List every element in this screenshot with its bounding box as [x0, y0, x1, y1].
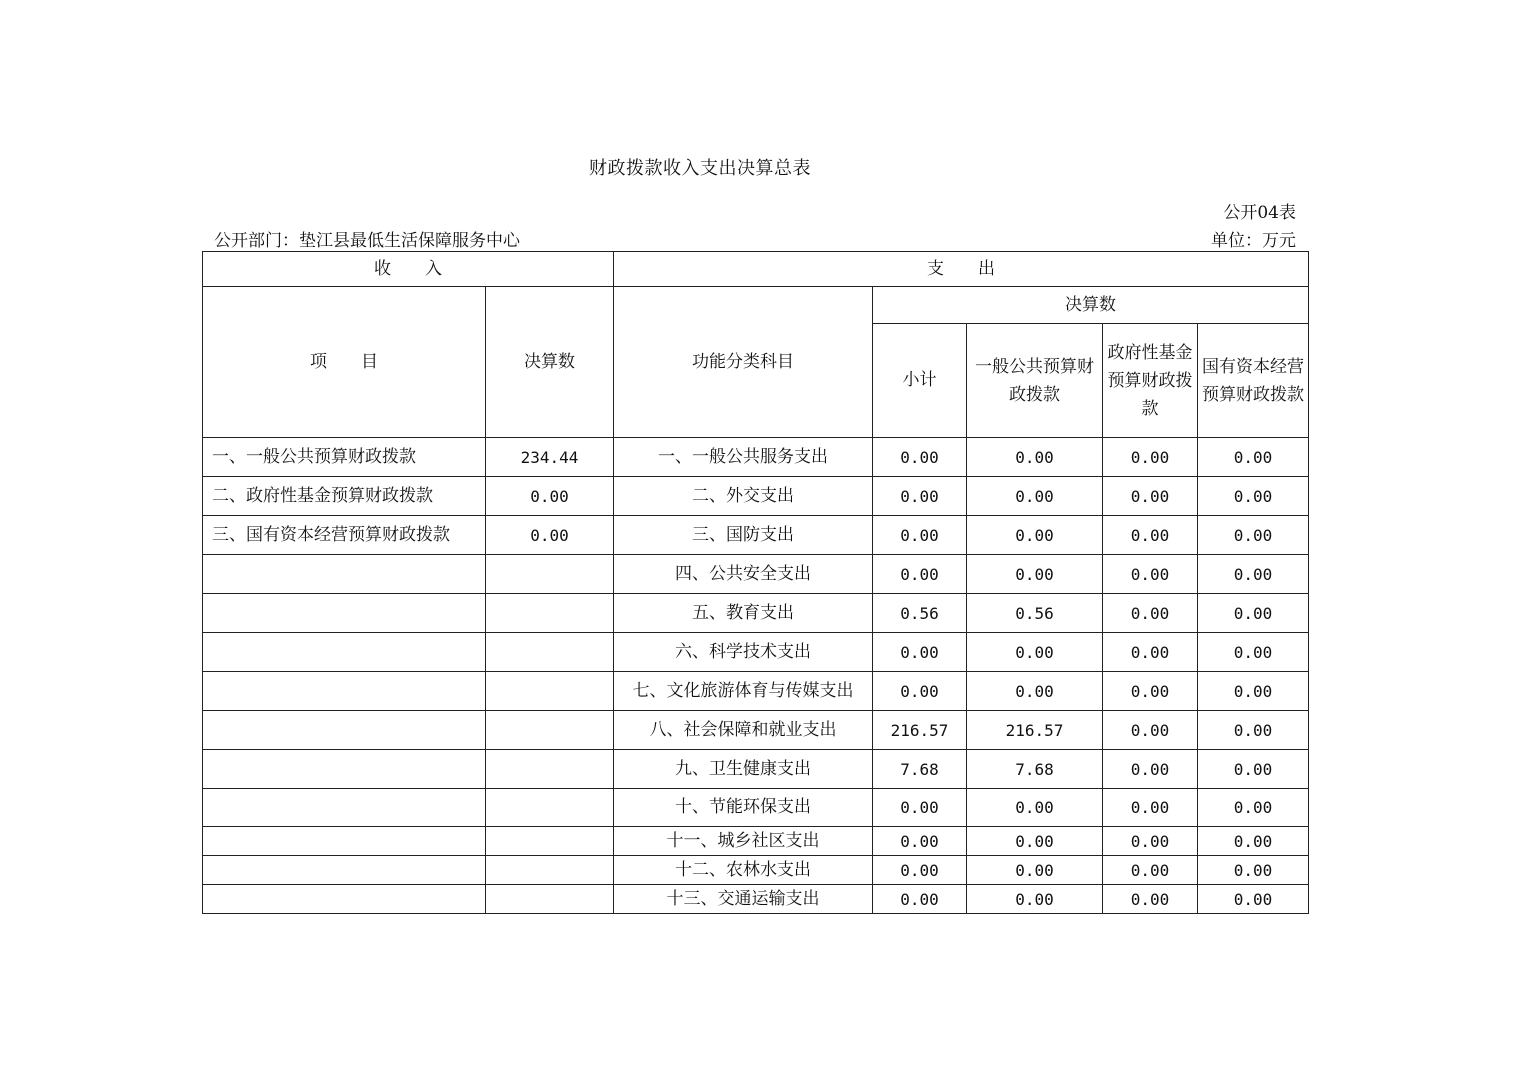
financial-summary-table	[202, 251, 1309, 914]
subtotal-header: 小计	[873, 324, 967, 438]
income-item-cell	[203, 789, 486, 827]
income-item-cell: 一、一般公共预算财政拨款	[203, 438, 486, 477]
state-capital-header: 国有资本经营预算财政拨款	[1198, 324, 1309, 438]
function-category-cell: 一、一般公共服务支出	[614, 438, 873, 477]
table-row	[203, 856, 1309, 885]
function-category-cell: 八、社会保障和就业支出	[614, 711, 873, 750]
income-item-cell	[203, 885, 486, 914]
income-amount-cell	[486, 827, 614, 856]
item-header: 项 目	[203, 287, 486, 438]
income-item-cell	[203, 711, 486, 750]
subtotal-cell: 0.00	[873, 789, 967, 827]
document-title: 财政拨款收入支出决算总表	[589, 158, 811, 179]
general-budget-cell: 0.00	[967, 856, 1103, 885]
gov-fund-cell: 0.00	[1103, 789, 1198, 827]
function-category-cell: 十一、城乡社区支出	[614, 827, 873, 856]
table-row	[203, 633, 1309, 672]
gov-fund-cell: 0.00	[1103, 856, 1198, 885]
unit-label: 单位：万元	[1211, 231, 1296, 251]
function-category-cell: 九、卫生健康支出	[614, 750, 873, 789]
general-budget-cell: 0.56	[967, 594, 1103, 633]
header-row-1	[203, 252, 1309, 287]
gov-fund-cell: 0.00	[1103, 885, 1198, 914]
table-row	[203, 827, 1309, 856]
table-row	[203, 750, 1309, 789]
general-budget-header: 一般公共预算财政拨款	[967, 324, 1103, 438]
income-amount-cell	[486, 885, 614, 914]
subtotal-cell: 0.00	[873, 672, 967, 711]
income-item-cell	[203, 633, 486, 672]
state-capital-cell: 0.00	[1198, 516, 1309, 555]
gov-fund-cell: 0.00	[1103, 672, 1198, 711]
subtotal-cell: 0.00	[873, 885, 967, 914]
table-row	[203, 516, 1309, 555]
gov-fund-cell: 0.00	[1103, 438, 1198, 477]
function-category-cell: 五、教育支出	[614, 594, 873, 633]
table-row	[203, 438, 1309, 477]
table-row	[203, 477, 1309, 516]
function-category-cell: 六、科学技术支出	[614, 633, 873, 672]
income-item-cell	[203, 750, 486, 789]
income-amount-cell	[486, 750, 614, 789]
income-amount-cell	[486, 555, 614, 594]
subtotal-cell: 0.00	[873, 438, 967, 477]
income-item-cell	[203, 672, 486, 711]
function-category-cell: 七、文化旅游体育与传媒支出	[614, 672, 873, 711]
general-budget-cell: 0.00	[967, 789, 1103, 827]
subtotal-cell: 216.57	[873, 711, 967, 750]
general-budget-cell: 0.00	[967, 633, 1103, 672]
income-amount-cell	[486, 856, 614, 885]
table-row	[203, 555, 1309, 594]
table-row	[203, 672, 1309, 711]
state-capital-cell: 0.00	[1198, 555, 1309, 594]
income-amount-cell	[486, 789, 614, 827]
function-category-header: 功能分类科目	[614, 287, 873, 438]
function-category-cell: 三、国防支出	[614, 516, 873, 555]
state-capital-cell: 0.00	[1198, 885, 1309, 914]
function-category-cell: 十、节能环保支出	[614, 789, 873, 827]
function-category-cell: 十二、农林水支出	[614, 856, 873, 885]
table-row	[203, 885, 1309, 914]
income-item-cell: 二、政府性基金预算财政拨款	[203, 477, 486, 516]
expense-header: 支 出	[614, 252, 1309, 287]
state-capital-cell: 0.00	[1198, 594, 1309, 633]
header-row-2	[203, 287, 1309, 324]
state-capital-cell: 0.00	[1198, 789, 1309, 827]
function-category-cell: 十三、交通运输支出	[614, 885, 873, 914]
state-capital-cell: 0.00	[1198, 477, 1309, 516]
general-budget-cell: 0.00	[967, 516, 1103, 555]
general-budget-cell: 7.68	[967, 750, 1103, 789]
subtotal-cell: 0.00	[873, 827, 967, 856]
income-item-cell	[203, 555, 486, 594]
general-budget-cell: 0.00	[967, 555, 1103, 594]
general-budget-cell: 0.00	[967, 672, 1103, 711]
subtotal-cell: 0.00	[873, 856, 967, 885]
general-budget-cell: 0.00	[967, 885, 1103, 914]
gov-fund-header: 政府性基金预算财政拨款	[1103, 324, 1198, 438]
gov-fund-cell: 0.00	[1103, 633, 1198, 672]
state-capital-cell: 0.00	[1198, 438, 1309, 477]
subtotal-cell: 0.00	[873, 516, 967, 555]
income-item-cell	[203, 856, 486, 885]
table-row	[203, 789, 1309, 827]
income-amount-cell	[486, 633, 614, 672]
income-amount-cell: 0.00	[486, 477, 614, 516]
gov-fund-cell: 0.00	[1103, 594, 1198, 633]
income-item-cell	[203, 827, 486, 856]
state-capital-cell: 0.00	[1198, 711, 1309, 750]
gov-fund-cell: 0.00	[1103, 516, 1198, 555]
general-budget-cell: 0.00	[967, 477, 1103, 516]
income-item-cell	[203, 594, 486, 633]
gov-fund-cell: 0.00	[1103, 750, 1198, 789]
table-number: 公开04表	[1223, 203, 1296, 223]
subtotal-cell: 0.56	[873, 594, 967, 633]
department-label: 公开部门：垫江县最低生活保障服务中心	[214, 231, 520, 251]
state-capital-cell: 0.00	[1198, 633, 1309, 672]
table-row	[203, 711, 1309, 750]
state-capital-cell: 0.00	[1198, 856, 1309, 885]
income-amount-cell	[486, 711, 614, 750]
state-capital-cell: 0.00	[1198, 827, 1309, 856]
general-budget-cell: 0.00	[967, 827, 1103, 856]
subtotal-cell: 7.68	[873, 750, 967, 789]
general-budget-cell: 216.57	[967, 711, 1103, 750]
gov-fund-cell: 0.00	[1103, 827, 1198, 856]
general-budget-cell: 0.00	[967, 438, 1103, 477]
income-amount-header: 决算数	[486, 287, 614, 438]
function-category-cell: 二、外交支出	[614, 477, 873, 516]
gov-fund-cell: 0.00	[1103, 711, 1198, 750]
final-amount-header: 决算数	[873, 287, 1309, 324]
subtotal-cell: 0.00	[873, 477, 967, 516]
gov-fund-cell: 0.00	[1103, 477, 1198, 516]
income-amount-cell: 0.00	[486, 516, 614, 555]
gov-fund-cell: 0.00	[1103, 555, 1198, 594]
state-capital-cell: 0.00	[1198, 750, 1309, 789]
income-header: 收 入	[203, 252, 614, 287]
income-amount-cell	[486, 672, 614, 711]
function-category-cell: 四、公共安全支出	[614, 555, 873, 594]
subtotal-cell: 0.00	[873, 555, 967, 594]
income-item-cell: 三、国有资本经营预算财政拨款	[203, 516, 486, 555]
income-amount-cell: 234.44	[486, 438, 614, 477]
subtotal-cell: 0.00	[873, 633, 967, 672]
state-capital-cell: 0.00	[1198, 672, 1309, 711]
table-row	[203, 594, 1309, 633]
income-amount-cell	[486, 594, 614, 633]
